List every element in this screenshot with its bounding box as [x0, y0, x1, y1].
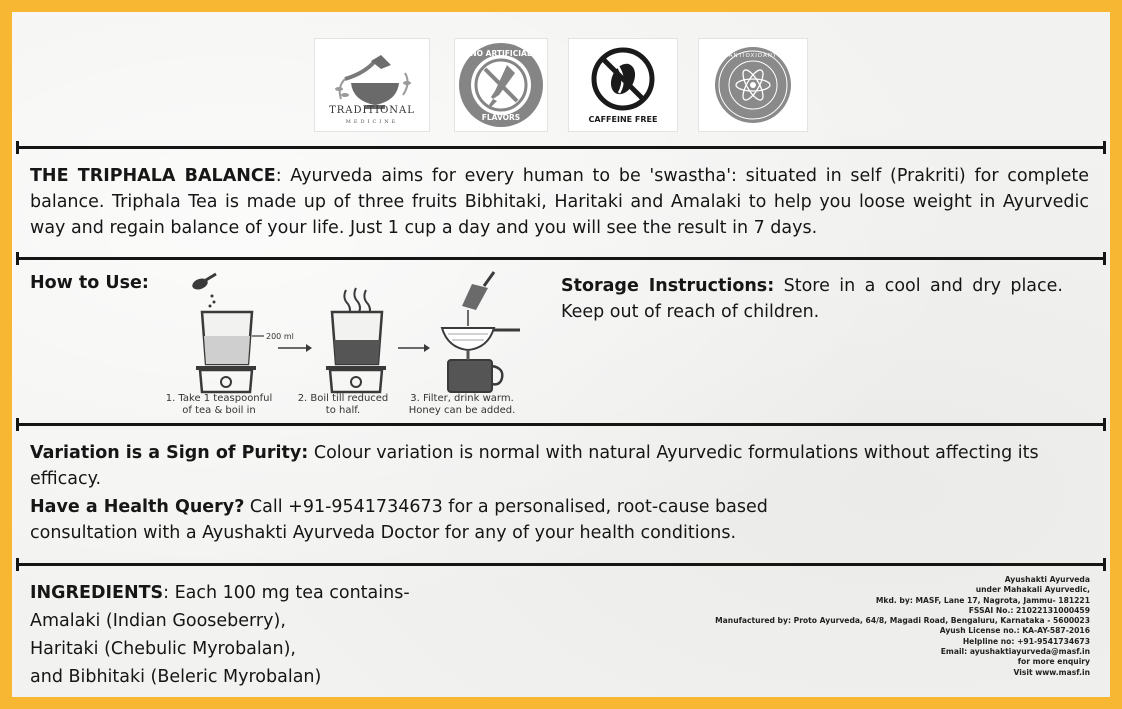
traditional-medicine-badge: [314, 38, 430, 132]
divider-3: [16, 423, 1106, 426]
ingredient-item: Haritaki (Chebulic Myrobalan),: [30, 639, 296, 659]
caffeine-free-badge: [568, 38, 678, 132]
stove-1-icon: [196, 366, 256, 392]
medicine-label: MEDICINE: [345, 119, 399, 125]
triphala-balance-body: : Ayurveda aims for every human to be 'swastha': situated in self (Prakriti) for complete balance. Triphala Tea is made up of three fruits Bibhitaki, Haritaki and Amalaki to help you loose weight in Ayurvedic way and regain balance of your life. Just 1 cup a day and you will see the result in 7 days.: [30, 166, 1089, 238]
antioxidant-label: ANTIOXIDANT: [728, 53, 778, 59]
triphala-balance-heading: THE TRIPHALA BALANCE: [30, 166, 276, 186]
health-query-heading: Have a Health Query?: [30, 497, 245, 517]
fine-line: Helpline no: +91-9541734673: [962, 636, 1090, 646]
variation-paragraph: [30, 440, 1040, 492]
volume-label: 200 ml: [266, 332, 294, 341]
mortar-pestle-icon: [315, 39, 429, 131]
beaker-1-icon: [202, 312, 264, 364]
variation-body: Colour variation is normal with natural Ayurvedic formulations without affecting its efficacy.: [30, 443, 1039, 489]
ingredient-item: Amalaki (Indian Gooseberry),: [30, 611, 286, 631]
storage-instructions: [561, 273, 1063, 325]
manufacturer-details: [670, 575, 1090, 678]
honey-dipper-icon: [462, 272, 494, 326]
spoon-icon: [191, 274, 216, 308]
ingredients-block: [30, 579, 590, 691]
variation-heading: Variation is a Sign of Purity:: [30, 443, 309, 463]
fine-line: Ayushakti Ayurveda: [1004, 575, 1090, 584]
cup-icon: [448, 350, 502, 392]
brewing-steps-illustration: [172, 270, 532, 394]
health-query-paragraph: [30, 494, 860, 546]
fine-line: Mkd. by: MASF, Lane 17, Nagrota, Jammu- 181221: [875, 595, 1090, 605]
traditional-label: TRADITIONAL: [329, 105, 415, 116]
fine-line: Manufactured by: Proto Ayurveda, 64/8, Magadi Road, Bengaluru, Karnataka - 5600023: [715, 616, 1090, 626]
fine-line: under Mahakali Ayurvedic,: [975, 585, 1090, 595]
step-1-caption: 1. Take 1 teaspoonful of tea & boil in: [165, 393, 273, 416]
no-artificial-flavors-badge: [454, 38, 548, 132]
antioxidant-badge: [698, 38, 808, 132]
health-query-body: Call +91-9541734673 for a personalised, root-cause based consultation with a Ayushakti Ayurveda Doctor for any of your health conditions.: [30, 497, 768, 543]
divider-4: [16, 563, 1106, 566]
stove-2-icon: [326, 366, 386, 392]
divider-1: [16, 146, 1106, 149]
ingredients-intro: : Each 100 mg tea contains-: [163, 583, 410, 603]
flavors-label: FLAVORS: [481, 113, 521, 122]
divider-2: [16, 257, 1106, 260]
product-info-panel: [12, 12, 1110, 697]
fine-line: Visit www.masf.in: [1013, 667, 1090, 677]
ingredients-heading: INGREDIENTS: [30, 583, 164, 603]
how-to-use-heading: How to Use:: [30, 273, 149, 293]
step-2-caption: 2. Boil till reduced to half.: [297, 393, 389, 416]
fine-line: for more enquiry: [1017, 657, 1090, 667]
storage-heading: Storage Instructions:: [561, 276, 775, 296]
triphala-balance-paragraph: [30, 163, 1089, 241]
storage-body: Store in a cool and dry place. Keep out of reach of children.: [561, 276, 1063, 322]
beaker-2-icon: [332, 312, 382, 364]
strainer-icon: [442, 328, 520, 350]
ingredient-item: and Bibhitaki (Beleric Myrobalan): [30, 667, 322, 687]
fine-line: FSSAI No.: 21022131000459: [968, 605, 1090, 615]
fine-line: Ayush License no.: KA-AY-587-2016: [939, 626, 1090, 636]
fine-line: Email: ayushaktiayurveda@masf.in: [940, 647, 1090, 657]
step-3-caption: 3. Filter, drink warm. Honey can be added.: [408, 393, 516, 416]
caffeine-free-label: CAFFEINE FREE: [588, 115, 658, 124]
no-artificial-label: NO ARTIFICIAL: [470, 49, 532, 58]
